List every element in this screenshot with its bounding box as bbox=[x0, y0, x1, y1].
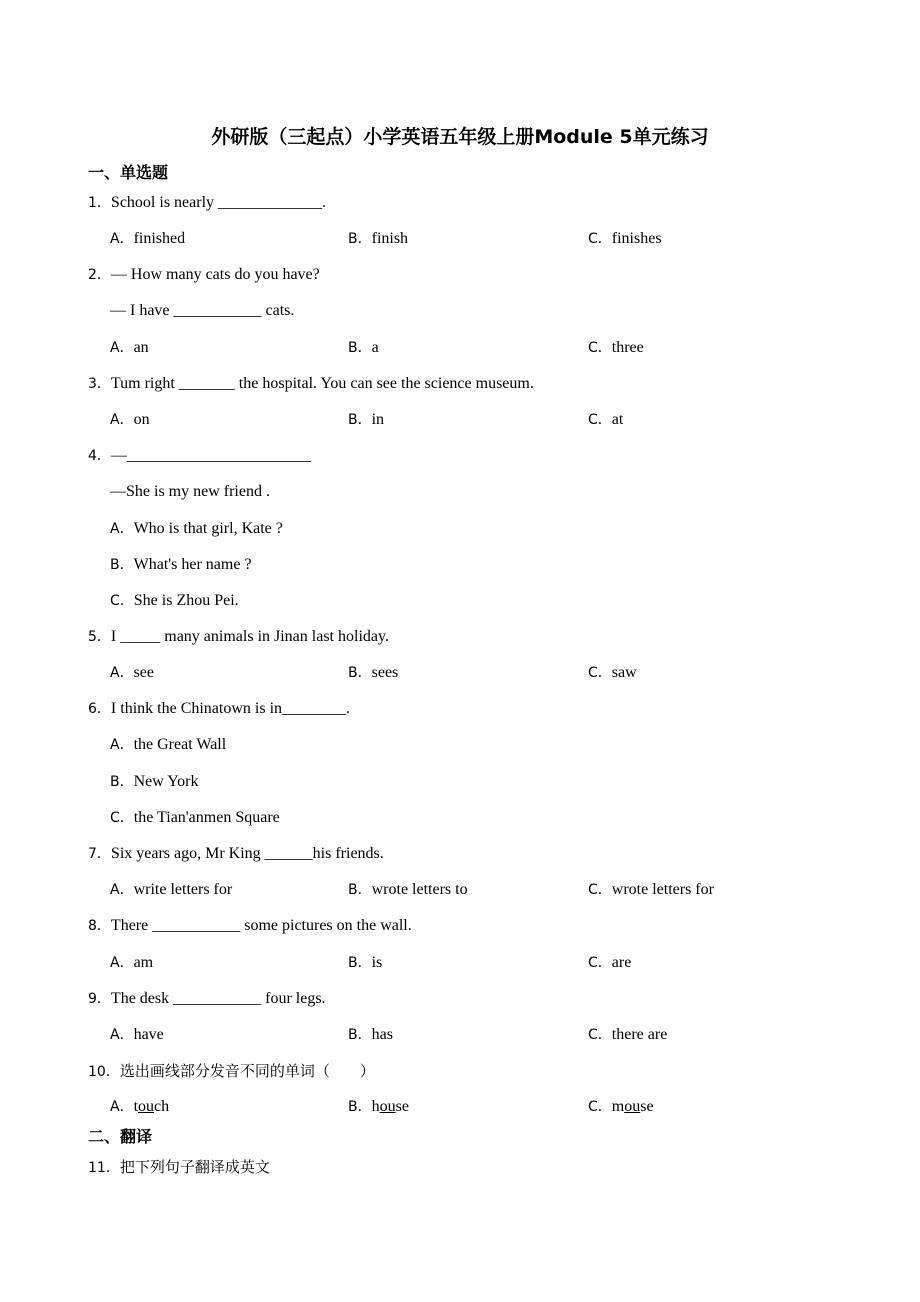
q5-option-b[interactable] bbox=[348, 663, 398, 683]
option-word-suffix: se bbox=[395, 1098, 409, 1115]
option-word-prefix: m bbox=[611, 1098, 625, 1115]
question-number: 11． bbox=[88, 1160, 120, 1176]
option-text: finished bbox=[133, 230, 186, 247]
q7-option-b[interactable] bbox=[348, 880, 468, 900]
option-text: a bbox=[371, 339, 379, 356]
question-stem: School is nearly _____________. bbox=[110, 194, 327, 211]
option-letter: A． bbox=[110, 882, 134, 898]
option-text: sees bbox=[371, 664, 399, 681]
q7-option-c[interactable] bbox=[588, 880, 714, 900]
option-word-underlined: ou bbox=[624, 1098, 641, 1115]
option-letter: B． bbox=[348, 412, 372, 428]
q4-option-c[interactable] bbox=[110, 591, 239, 611]
option-text: has bbox=[371, 1026, 393, 1043]
q3-option-b[interactable] bbox=[348, 410, 384, 430]
option-word-prefix: h bbox=[371, 1098, 380, 1115]
option-text: finish bbox=[371, 230, 409, 247]
option-letter: B． bbox=[110, 774, 134, 790]
option-text: What's her name ? bbox=[133, 556, 252, 573]
q6-option-b[interactable] bbox=[110, 772, 199, 792]
question-10 bbox=[88, 1061, 375, 1082]
option-letter: A． bbox=[110, 231, 134, 247]
section-heading-single-choice: 一、单选题 bbox=[88, 163, 169, 182]
question-stem: Six years ago, Mr King ______his friends. bbox=[110, 845, 384, 862]
q8-option-c[interactable] bbox=[588, 953, 631, 973]
option-text: there are bbox=[611, 1026, 668, 1043]
q3-option-c[interactable] bbox=[588, 410, 623, 430]
question-3 bbox=[88, 374, 534, 394]
option-letter: C． bbox=[110, 593, 134, 609]
q4-option-b[interactable] bbox=[110, 555, 252, 575]
option-word-suffix: se bbox=[640, 1098, 654, 1115]
q3-option-a[interactable] bbox=[110, 410, 150, 430]
question-6 bbox=[88, 699, 350, 719]
option-word-underlined: ou bbox=[379, 1098, 396, 1115]
question-number: 5． bbox=[88, 629, 111, 645]
option-text: in bbox=[371, 411, 385, 428]
question-number: 9． bbox=[88, 991, 111, 1007]
question-number: 1． bbox=[88, 195, 111, 211]
question-stem: I think the Chinatown is in________. bbox=[110, 700, 351, 717]
q2-option-a[interactable] bbox=[110, 338, 149, 358]
option-word-prefix: t bbox=[133, 1098, 139, 1115]
question-number: 3． bbox=[88, 376, 111, 392]
question-5 bbox=[88, 627, 389, 647]
option-text: see bbox=[133, 664, 155, 681]
q10-option-b[interactable] bbox=[348, 1097, 409, 1117]
option-letter: B． bbox=[348, 665, 372, 681]
option-letter: B． bbox=[348, 882, 372, 898]
option-text: wrote letters for bbox=[611, 881, 714, 898]
option-letter: A． bbox=[110, 521, 134, 537]
question-1 bbox=[88, 193, 326, 213]
q1-option-b[interactable] bbox=[348, 229, 408, 249]
option-text: New York bbox=[133, 773, 199, 790]
option-letter: B． bbox=[348, 231, 372, 247]
question-4 bbox=[88, 446, 311, 466]
q8-option-a[interactable] bbox=[110, 953, 153, 973]
q2-option-c[interactable] bbox=[588, 338, 644, 358]
question-2-line-2: — I have ___________ cats. bbox=[110, 302, 295, 319]
option-text: am bbox=[133, 954, 154, 971]
option-text: three bbox=[611, 339, 644, 356]
option-letter: A． bbox=[110, 665, 134, 681]
option-letter: A． bbox=[110, 1099, 134, 1115]
q1-option-a[interactable] bbox=[110, 229, 185, 249]
q6-option-c[interactable] bbox=[110, 808, 280, 828]
q6-option-a[interactable] bbox=[110, 735, 226, 755]
option-text: an bbox=[133, 339, 149, 356]
q4-option-a[interactable] bbox=[110, 519, 283, 539]
question-11 bbox=[88, 1157, 270, 1178]
option-word-underlined: ou bbox=[138, 1098, 155, 1115]
q5-option-a[interactable] bbox=[110, 663, 154, 683]
question-stem: 把下列句子翻译成英文 bbox=[119, 1158, 270, 1176]
question-number: 7． bbox=[88, 846, 111, 862]
q7-option-a[interactable] bbox=[110, 880, 232, 900]
option-letter: B． bbox=[110, 557, 134, 573]
q9-option-a[interactable] bbox=[110, 1025, 164, 1045]
option-text: are bbox=[611, 954, 632, 971]
q9-option-c[interactable] bbox=[588, 1025, 667, 1045]
option-letter: A． bbox=[110, 1027, 134, 1043]
section-heading-translation: 二、翻译 bbox=[88, 1127, 153, 1146]
option-letter: C． bbox=[588, 665, 612, 681]
question-number: 2． bbox=[88, 267, 111, 283]
question-8 bbox=[88, 916, 412, 936]
question-number: 6． bbox=[88, 701, 111, 717]
question-7 bbox=[88, 844, 384, 864]
option-letter: C． bbox=[588, 955, 612, 971]
option-letter: C． bbox=[588, 340, 612, 356]
q8-option-b[interactable] bbox=[348, 953, 382, 973]
option-text: on bbox=[133, 411, 150, 428]
option-text: the Tian'anmen Square bbox=[133, 809, 280, 826]
question-number: 4． bbox=[88, 448, 111, 464]
question-stem: 选出画线部分发音不同的单词（ ） bbox=[119, 1062, 375, 1080]
option-text: write letters for bbox=[133, 881, 233, 898]
option-letter: A． bbox=[110, 737, 134, 753]
question-stem: The desk ___________ four legs. bbox=[110, 990, 326, 1007]
option-letter: C． bbox=[588, 412, 612, 428]
question-2 bbox=[88, 265, 320, 285]
option-letter: C． bbox=[588, 1027, 612, 1043]
q9-option-b[interactable] bbox=[348, 1025, 393, 1045]
option-letter: C． bbox=[110, 810, 134, 826]
option-text: at bbox=[611, 411, 624, 428]
option-text: finishes bbox=[611, 230, 662, 247]
option-text: the Great Wall bbox=[133, 736, 227, 753]
question-number: 10． bbox=[88, 1064, 120, 1080]
question-4-line-2: —She is my new friend . bbox=[110, 483, 270, 500]
question-stem: — How many cats do you have? bbox=[110, 266, 320, 283]
option-letter: C． bbox=[588, 1099, 612, 1115]
option-letter: A． bbox=[110, 955, 134, 971]
question-number: 8． bbox=[88, 918, 111, 934]
option-letter: C． bbox=[588, 882, 612, 898]
option-text: have bbox=[133, 1026, 164, 1043]
q1-option-c[interactable] bbox=[588, 229, 662, 249]
question-stem: I _____ many animals in Jinan last holiday. bbox=[110, 628, 389, 645]
q10-option-c[interactable] bbox=[588, 1097, 654, 1117]
option-text: She is Zhou Pei. bbox=[133, 592, 239, 609]
option-text: Who is that girl, Kate ? bbox=[133, 520, 283, 537]
option-text: wrote letters to bbox=[371, 881, 468, 898]
question-stem: —_______________________ bbox=[110, 447, 311, 464]
option-text: is bbox=[371, 954, 383, 971]
option-letter: C． bbox=[588, 231, 612, 247]
option-letter: B． bbox=[348, 955, 372, 971]
option-text: saw bbox=[611, 664, 637, 681]
q10-option-a[interactable] bbox=[110, 1097, 169, 1117]
option-letter: A． bbox=[110, 412, 134, 428]
page-title: 外研版（三起点）小学英语五年级上册Module 5单元练习 bbox=[211, 126, 709, 148]
option-letter: B． bbox=[348, 1099, 372, 1115]
question-stem: Tum right _______ the hospital. You can see the science museum. bbox=[110, 375, 534, 392]
q2-option-b[interactable] bbox=[348, 338, 379, 358]
question-9 bbox=[88, 989, 326, 1009]
option-letter: B． bbox=[348, 1027, 372, 1043]
question-stem: There ___________ some pictures on the wall. bbox=[110, 917, 412, 934]
q5-option-c[interactable] bbox=[588, 663, 637, 683]
option-letter: A． bbox=[110, 340, 134, 356]
option-letter: B． bbox=[348, 340, 372, 356]
option-word-suffix: ch bbox=[154, 1098, 170, 1115]
